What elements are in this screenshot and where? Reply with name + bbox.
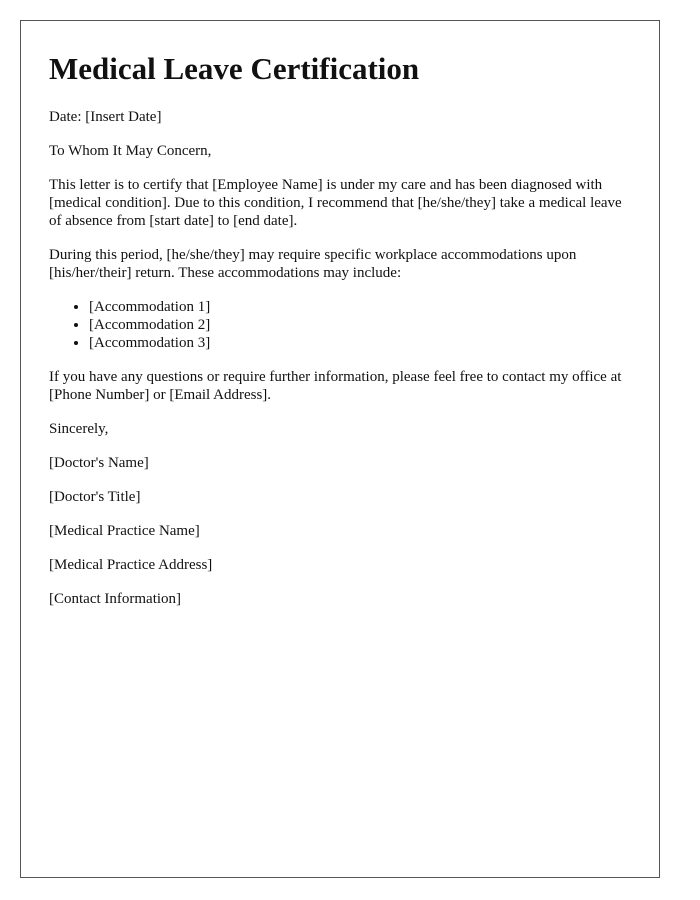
accommodation-item: • [Accommodation 1] bbox=[89, 298, 631, 316]
contact-paragraph: If you have any questions or require further information, please feel free to contact my office at [Phone Number] or [Email Address]. bbox=[49, 369, 622, 403]
closing: Sincerely, bbox=[49, 421, 109, 437]
accommodation-item: • [Accommodation 3] bbox=[89, 334, 631, 352]
practice-name: [Medical Practice Name] bbox=[49, 523, 200, 539]
document-title: Medical Leave Certification bbox=[49, 51, 420, 86]
certification-paragraph: This letter is to certify that [Employee Name] is under my care and has been diagnosed with [medical condition]. Due to this condition, I recommend that [he/she/they] take a medical leave of absence from [start date] to [end date]. bbox=[49, 177, 622, 229]
salutation: To Whom It May Concern, bbox=[49, 143, 212, 159]
letter-page bbox=[20, 20, 660, 878]
date-line: Date: [Insert Date] bbox=[49, 109, 162, 125]
accommodations-list bbox=[49, 298, 631, 352]
contact-information: [Contact Information] bbox=[49, 591, 182, 607]
practice-address: [Medical Practice Address] bbox=[49, 557, 213, 573]
doctor-title: [Doctor's Title] bbox=[49, 489, 141, 505]
doctor-name: [Doctor's Name] bbox=[49, 455, 149, 471]
accommodations-paragraph: During this period, [he/she/they] may require specific workplace accommodations upon [his/her/their] return. These accommodations may include: bbox=[49, 247, 577, 281]
accommodation-item: • [Accommodation 2] bbox=[89, 316, 631, 334]
